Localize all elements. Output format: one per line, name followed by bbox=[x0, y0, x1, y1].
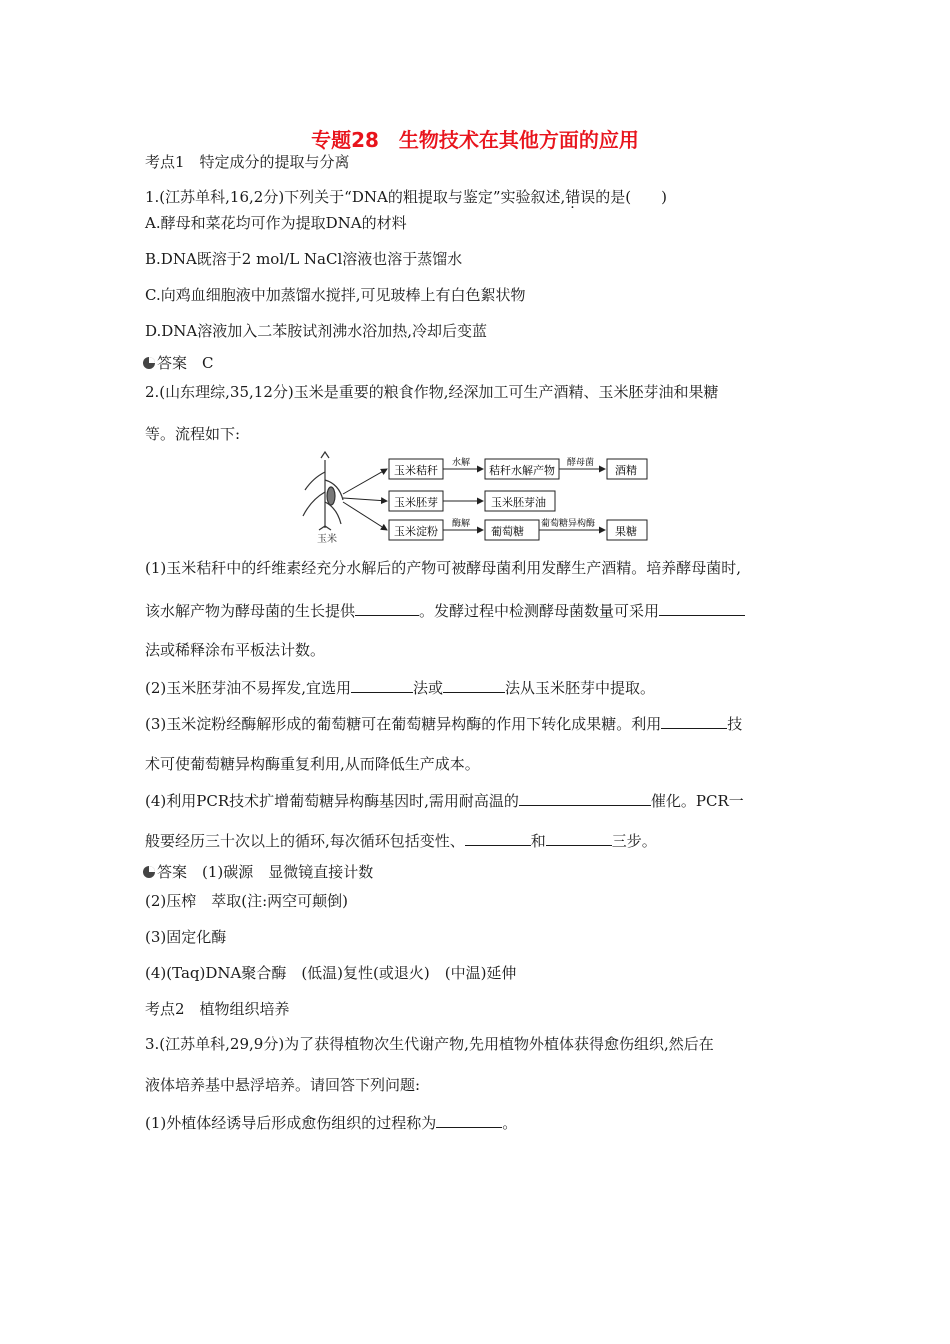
label-enzymolysis: 酶解 bbox=[452, 519, 471, 529]
box-ethanol: 酒精 bbox=[615, 464, 637, 477]
answer-2-line1: 答案 (1)碳源 显微镜直接计数 bbox=[143, 862, 373, 882]
answer-blank bbox=[661, 713, 727, 729]
label-hydrolysis: 水解 bbox=[452, 458, 471, 468]
emphasis-text: 错误 bbox=[565, 188, 596, 206]
flow-diagram bbox=[295, 450, 655, 546]
answer-2-line4: (4)(Taq)DNA聚合酶 (低温)复性(或退火) (中温)延伸 bbox=[145, 964, 517, 982]
answer-blank bbox=[659, 600, 745, 616]
answer-blank bbox=[519, 790, 651, 806]
option-a: A.酵母和菜花均可作为提取DNA的材料 bbox=[145, 214, 407, 232]
box-fructose: 果糖 bbox=[615, 525, 637, 538]
q2-part3-line1: (3)玉米淀粉经酶解形成的葡萄糖可在葡萄糖异构酶的作用下转化成果糖。利用 技 bbox=[145, 715, 743, 733]
option-c: C.向鸡血细胞液中加蒸馏水搅拌,可见玻棒上有白色絮状物 bbox=[145, 286, 526, 304]
section-heading-2: 考点2 植物组织培养 bbox=[145, 1000, 290, 1018]
question-1-stem: 1.(江苏单科,16,2分)下列关于“DNA的粗提取与鉴定”实验叙述,错误的是( ) bbox=[145, 188, 668, 206]
question-3-stem-line1: 3.(江苏单科,29,9分)为了获得植物次生代谢产物,先用植物外植体获得愈伤组织,然后在 bbox=[145, 1035, 714, 1053]
corn-plant-icon bbox=[303, 452, 343, 530]
q2-part1-line3: 法或稀释涂布平板法计数。 bbox=[145, 641, 326, 659]
q2-part1-line2: 该水解产物为酵母菌的生长提供 。发酵过程中检测酵母菌数量可采用 bbox=[145, 600, 745, 621]
answer-blank bbox=[465, 830, 531, 846]
label-isomerase: 葡萄糖异构酶 bbox=[541, 519, 596, 529]
option-d: D.DNA溶液加入二苯胺试剂沸水浴加热,冷却后变蓝 bbox=[145, 322, 488, 340]
answer-1: 答案 C bbox=[143, 353, 213, 373]
question-3-stem-line2: 液体培养基中悬浮培养。请回答下列问题: bbox=[145, 1076, 421, 1094]
answer-blank bbox=[436, 1112, 502, 1128]
q2-part1-line1: (1)玉米秸秆中的纤维素经充分水解后的产物可被酵母菌利用发酵生产酒精。培养酵母菌时, bbox=[145, 559, 742, 577]
page-title: 专题28 生物技术在其他方面的应用 bbox=[311, 128, 639, 152]
q2-part3-line2: 术可使葡萄糖异构酶重复利用,从而降低生产成本。 bbox=[145, 755, 480, 773]
box-germ-oil: 玉米胚芽油 bbox=[491, 496, 546, 509]
answer-blank bbox=[443, 677, 505, 693]
q3-part1: (1)外植体经诱导后形成愈伤组织的过程称为 。 bbox=[145, 1114, 518, 1132]
label-yeast: 酵母菌 bbox=[567, 458, 595, 468]
q2-part2: (2)玉米胚芽油不易挥发,宜选用 法或 法从玉米胚芽中提取。 bbox=[145, 679, 656, 697]
box-glucose: 葡萄糖 bbox=[491, 525, 524, 538]
box-hydrolysate: 秸秆水解产物 bbox=[489, 464, 555, 477]
answer-blank bbox=[351, 677, 413, 693]
box-corn-stalk: 玉米秸秆 bbox=[394, 464, 438, 477]
option-b: B.DNA既溶于2 mol/L NaCl溶液也溶于蒸馏水 bbox=[145, 250, 463, 268]
question-2-stem-line2: 等。流程如下: bbox=[145, 425, 241, 443]
box-corn-starch: 玉米淀粉 bbox=[394, 525, 438, 538]
box-corn-germ: 玉米胚芽 bbox=[394, 496, 438, 509]
answer-icon bbox=[143, 866, 155, 878]
plant-label: 玉米 bbox=[317, 534, 337, 545]
section-heading-1: 考点1 特定成分的提取与分离 bbox=[145, 153, 350, 171]
q2-part4-line1: (4)利用PCR技术扩增葡萄糖异构酶基因时,需用耐高温的 催化。PCR一 bbox=[145, 792, 744, 810]
answer-blank bbox=[355, 600, 419, 616]
answer-2-line3: (3)固定化酶 bbox=[145, 928, 227, 946]
q2-part4-line2: 般要经历三十次以上的循环,每次循环包括变性、 和 三步。 bbox=[145, 832, 657, 850]
answer-icon bbox=[143, 357, 155, 369]
question-2-stem-line1: 2.(山东理综,35,12分)玉米是重要的粮食作物,经深加工可生产酒精、玉米胚芽油和果糖 bbox=[145, 383, 719, 401]
answer-2-line2: (2)压榨 萃取(注:两空可颠倒) bbox=[145, 892, 349, 910]
answer-blank bbox=[546, 830, 612, 846]
